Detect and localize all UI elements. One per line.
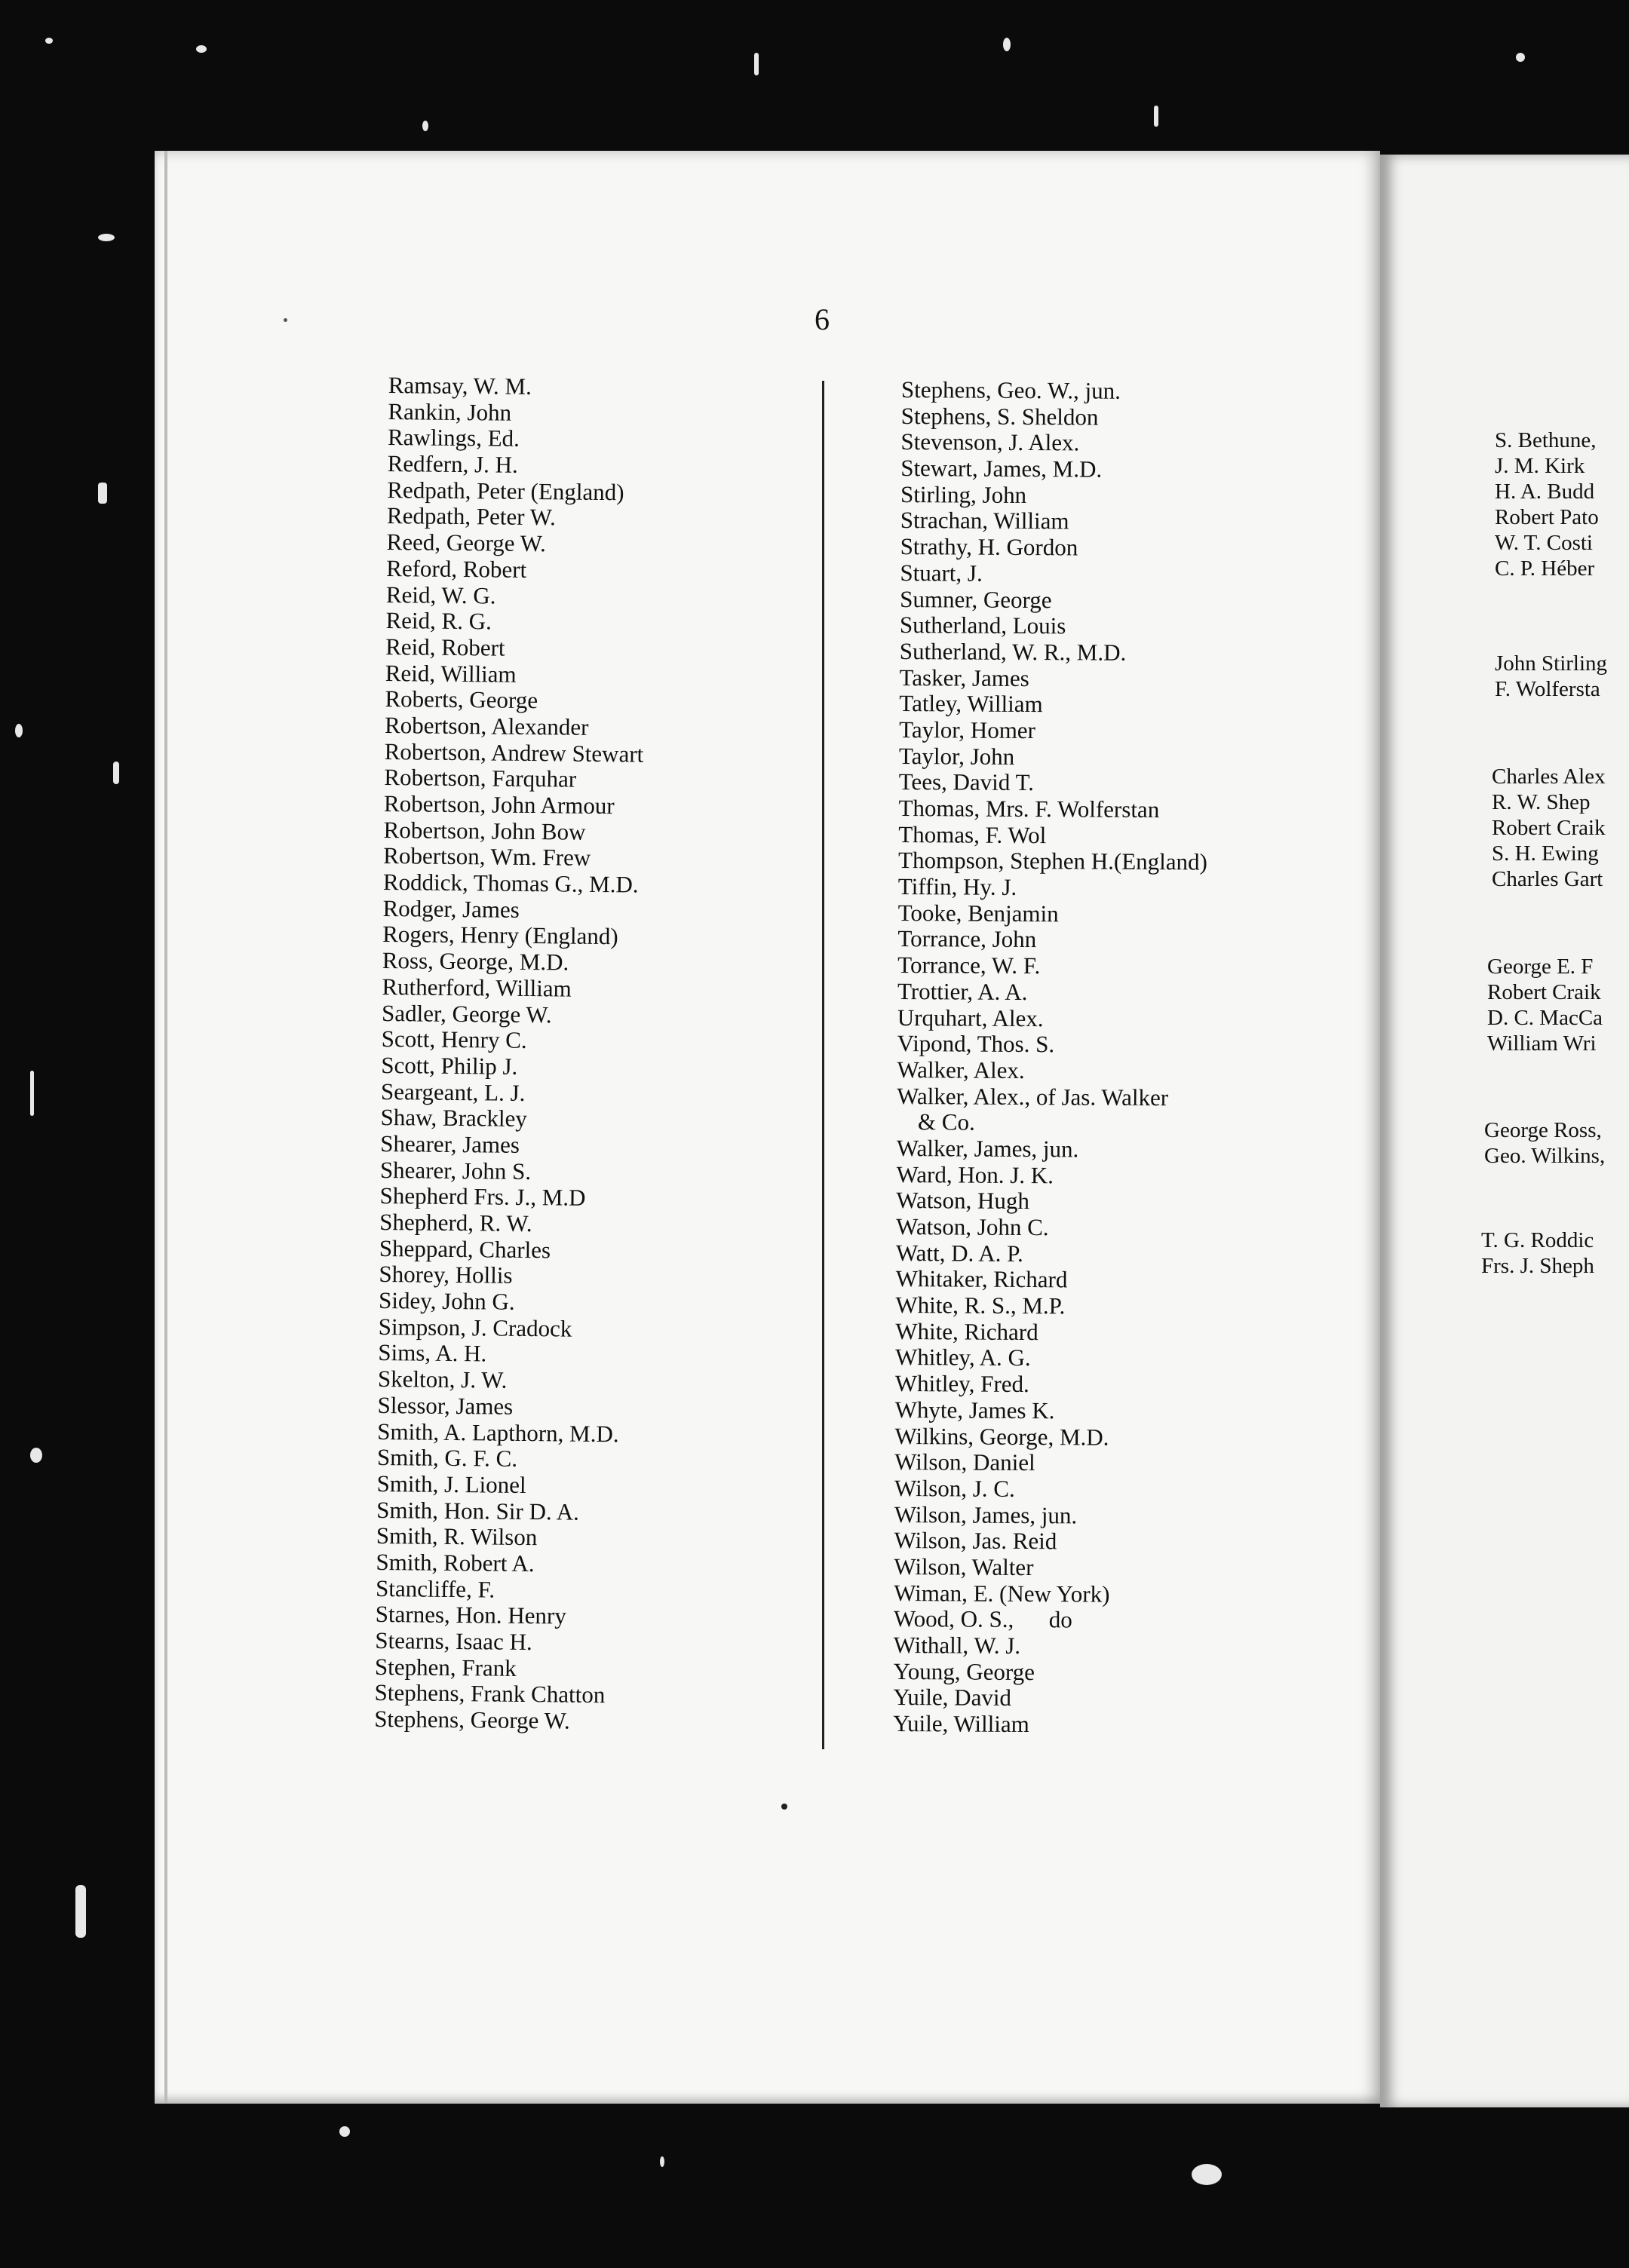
- dust-speck: [30, 1071, 34, 1116]
- dust-speck: [113, 762, 119, 784]
- list-item: Rutherford, William: [382, 973, 572, 1002]
- list-item: Torrance, John: [897, 925, 1037, 953]
- list-item: Shearer, James: [380, 1129, 520, 1158]
- list-item: W. T. Costi: [1495, 531, 1593, 555]
- list-item: Robert Craik: [1492, 816, 1606, 840]
- list-item: Whitley, Fred.: [894, 1370, 1029, 1398]
- dust-speck: [660, 2156, 664, 2167]
- dust-speck: [45, 38, 53, 44]
- list-item: Redpath, Peter W.: [386, 502, 557, 531]
- dust-speck: [196, 45, 207, 53]
- list-item: Rodger, James: [382, 894, 520, 923]
- facing-group-6: [1481, 1227, 1594, 1279]
- dust-speck: [754, 53, 759, 75]
- list-item: Reford, Robert: [386, 554, 527, 583]
- subscriber-list-right: [893, 377, 1210, 1739]
- list-item: Robertson, Farquhar: [384, 764, 577, 792]
- dust-speck: [1192, 2164, 1222, 2185]
- list-item: Charles Gart: [1492, 867, 1603, 891]
- list-item: Shearer, John S.: [379, 1156, 532, 1185]
- facing-group-5: [1484, 1117, 1605, 1169]
- list-item: Robertson, Alexander: [384, 711, 589, 740]
- dust-speck: [1516, 53, 1525, 62]
- list-item: Ward, Hon. J. K.: [896, 1160, 1054, 1188]
- list-item: Reid, R. G.: [385, 607, 492, 635]
- dust-speck: [98, 483, 107, 504]
- dust-speck: [75, 1885, 86, 1938]
- list-item: Whyte, James K.: [894, 1396, 1055, 1424]
- list-item: White, R. S., M.P.: [895, 1292, 1066, 1319]
- list-item: Watson, Hugh: [896, 1187, 1030, 1215]
- list-item: Ross, George, M.D.: [382, 947, 569, 976]
- list-item: Roberts, George: [385, 685, 538, 714]
- list-item: Stephens, Frank Chatton: [374, 1679, 606, 1709]
- list-item: Wilson, J. C.: [894, 1474, 1015, 1502]
- list-item: Strathy, H. Gordon: [900, 533, 1078, 561]
- list-item: Thomas, Mrs. F. Wolferstan: [898, 794, 1160, 823]
- list-item: Simpson, J. Cradock: [378, 1313, 572, 1342]
- ink-dot: [781, 1804, 787, 1810]
- facing-group-2: [1495, 651, 1607, 702]
- list-item: Trottier, A. A.: [897, 977, 1028, 1005]
- list-item: Shepherd Frs. J., M.D: [379, 1182, 586, 1212]
- list-item: Stancliffe, F.: [375, 1574, 495, 1603]
- list-item: Slessor, James: [377, 1391, 514, 1420]
- list-item: Wilson, Jas. Reid: [894, 1527, 1057, 1555]
- list-item: Ramsay, W. M.: [388, 372, 532, 400]
- list-item: Stephen, Frank: [374, 1653, 517, 1681]
- list-item: R. W. Shep: [1492, 790, 1591, 814]
- list-item: Stearns, Isaac H.: [375, 1626, 532, 1656]
- ink-dot: [284, 318, 287, 322]
- list-item: Reid, W. G.: [385, 581, 496, 609]
- list-item: Stephens, S. Sheldon: [900, 402, 1099, 431]
- list-item: Tooke, Benjamin: [897, 899, 1059, 927]
- list-item: Tees, David T.: [898, 768, 1035, 796]
- list-item: Robertson, John Bow: [383, 816, 586, 845]
- list-item: Yuile, David: [893, 1684, 1012, 1712]
- list-item: Walker, Alex.: [897, 1056, 1025, 1083]
- list-item: S. H. Ewing: [1492, 841, 1599, 866]
- dust-speck: [339, 2126, 350, 2137]
- list-item: Roddick, Thomas G., M.D.: [382, 869, 639, 898]
- list-item: Taylor, John: [898, 742, 1015, 770]
- list-item: Skelton, J. W.: [377, 1365, 508, 1393]
- list-item-continuation: & Co.: [917, 1108, 975, 1136]
- list-item: Frs. J. Sheph: [1481, 1254, 1594, 1278]
- list-item: Wilson, James, jun.: [894, 1500, 1078, 1529]
- list-item: Robertson, John Armour: [383, 789, 615, 820]
- list-item: Shepherd, R. W.: [379, 1208, 532, 1237]
- list-item: Thompson, Stephen H.(England): [897, 847, 1208, 875]
- dust-speck: [422, 121, 428, 131]
- list-item: Withall, W. J.: [893, 1631, 1021, 1659]
- list-item: Sidey, John G.: [378, 1286, 515, 1315]
- list-item: D. C. MacCa: [1487, 1006, 1603, 1030]
- dust-speck: [30, 1448, 42, 1463]
- list-item: Wilkins, George, M.D.: [894, 1422, 1109, 1451]
- list-item: C. P. Héber: [1495, 556, 1595, 581]
- dust-speck: [1154, 106, 1158, 127]
- list-item: Rankin, John: [388, 397, 512, 426]
- list-item: Wilson, Walter: [894, 1552, 1034, 1581]
- list-item: Wood, O. S., do: [893, 1605, 1072, 1633]
- list-item: Shorey, Hollis: [379, 1261, 513, 1289]
- list-item: Stirling, John: [900, 480, 1027, 508]
- list-item: Rawlings, Ed.: [387, 424, 520, 452]
- list-item: Smith, G. F. C.: [376, 1444, 518, 1473]
- dust-speck: [98, 234, 115, 241]
- list-item: Stevenson, J. Alex.: [900, 428, 1080, 456]
- list-item: Yuile, William: [892, 1710, 1029, 1738]
- list-item: Scott, Philip J.: [381, 1051, 518, 1080]
- list-item: S. Bethune,: [1495, 428, 1597, 452]
- list-item: Starnes, Hon. Henry: [375, 1601, 567, 1629]
- list-item: Taylor, Homer: [899, 716, 1036, 744]
- list-item: Reed, George W.: [386, 529, 547, 557]
- list-item: Watson, John C.: [896, 1212, 1049, 1241]
- dust-speck: [1003, 38, 1011, 51]
- list-item: Smith, R. Wilson: [376, 1522, 538, 1551]
- list-item: Tatley, William: [899, 690, 1043, 718]
- list-item: Stewart, James, M.D.: [900, 455, 1103, 483]
- list-item: John Stirling: [1495, 651, 1608, 676]
- list-item: Robertson, Wm. Frew: [383, 842, 591, 872]
- list-item: Sheppard, Charles: [379, 1234, 551, 1264]
- facing-group-1: [1495, 428, 1599, 581]
- list-item: Rogers, Henry (England): [382, 921, 618, 950]
- column-rule: [822, 381, 824, 1749]
- list-item: Robertson, Andrew Stewart: [384, 737, 644, 768]
- dust-speck: [15, 724, 23, 737]
- list-item: Reid, William: [385, 659, 517, 688]
- list-item: Walker, Alex., of Jas. Walker: [897, 1082, 1169, 1111]
- facing-group-3: [1492, 764, 1606, 892]
- list-item: William Wri: [1487, 1031, 1597, 1056]
- list-item: F. Wolfersta: [1495, 677, 1600, 701]
- list-item: Watt, D. A. P.: [895, 1239, 1023, 1267]
- list-item: George E. F: [1487, 955, 1594, 979]
- list-item: George Ross,: [1484, 1118, 1602, 1142]
- list-item: Stuart, J.: [900, 559, 983, 587]
- list-item: Young, George: [893, 1657, 1035, 1685]
- page-edge: [164, 151, 167, 2104]
- list-item: Smith, A. Lapthorn, M.D.: [377, 1418, 619, 1447]
- list-item: T. G. Roddic: [1481, 1228, 1594, 1252]
- list-item: Reid, Robert: [385, 633, 505, 661]
- list-item: Sumner, George: [900, 585, 1052, 613]
- page-number: 6: [814, 302, 830, 336]
- list-item: Smith, Hon. Sir D. A.: [376, 1496, 580, 1525]
- list-item: Urquhart, Alex.: [897, 1004, 1044, 1031]
- subscriber-list-left: [374, 372, 647, 1735]
- list-item: Robert Craik: [1487, 980, 1601, 1004]
- list-item: Tiffin, Hy. J.: [897, 873, 1017, 901]
- list-item: Tasker, James: [899, 664, 1029, 691]
- list-item: Smith, J. Lionel: [376, 1470, 526, 1498]
- list-item: Stephens, George W.: [374, 1705, 570, 1734]
- list-item: Seargeant, L. J.: [380, 1077, 526, 1106]
- list-item: Wiman, E. (New York): [894, 1579, 1110, 1608]
- list-item: Sutherland, Louis: [899, 611, 1066, 639]
- list-item: Smith, Robert A.: [376, 1548, 535, 1577]
- list-item: Sims, A. H.: [378, 1339, 487, 1367]
- list-item: Geo. Wilkins,: [1484, 1144, 1606, 1168]
- list-item: Whitley, A. G.: [894, 1344, 1031, 1372]
- facing-group-4: [1487, 954, 1603, 1056]
- list-item: Thomas, F. Wol: [898, 820, 1047, 848]
- list-item: Strachan, William: [900, 507, 1069, 535]
- list-item: Robert Pato: [1495, 505, 1599, 529]
- list-item: White, Richard: [895, 1317, 1038, 1345]
- list-item: Charles Alex: [1492, 765, 1606, 789]
- list-item: H. A. Budd: [1495, 480, 1595, 504]
- list-item: Torrance, W. F.: [897, 952, 1041, 979]
- list-item: Redpath, Peter (England): [387, 476, 624, 506]
- list-item: Sutherland, W. R., M.D.: [899, 637, 1127, 666]
- list-item: Redfern, J. H.: [387, 450, 518, 478]
- list-item: Walker, James, jun.: [896, 1134, 1079, 1163]
- list-item: Whitaker, Richard: [895, 1265, 1068, 1293]
- list-item: Stephens, Geo. W., jun.: [900, 376, 1121, 404]
- list-item: Vipond, Thos. S.: [897, 1030, 1055, 1058]
- list-item: Shaw, Brackley: [380, 1104, 528, 1132]
- list-item: Scott, Henry C.: [381, 1025, 527, 1054]
- list-item: J. M. Kirk: [1495, 454, 1585, 478]
- list-item: Wilson, Daniel: [894, 1448, 1035, 1476]
- list-item: Sadler, George W.: [381, 999, 552, 1028]
